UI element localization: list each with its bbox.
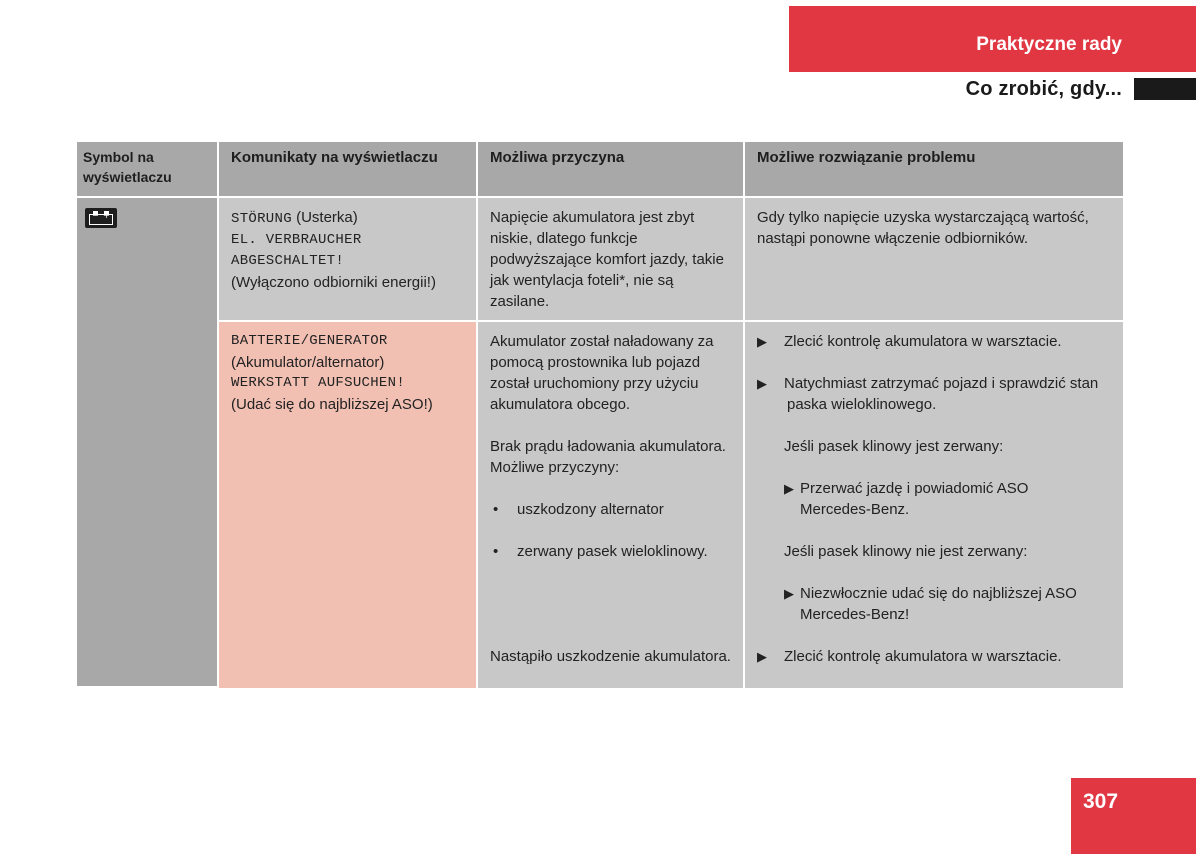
message-code: WERKSTATT AUFSUCHEN!	[231, 375, 406, 391]
triangle-arrow-icon: ▶	[784, 481, 794, 496]
section-title: Praktyczne rady	[976, 34, 1122, 55]
solution-condition: Jeśli pasek klinowy jest zerwany:	[784, 438, 1004, 455]
solution-text: Zlecić kontrolę akumulatora w warsztacie.	[784, 648, 1062, 665]
solution-text: Niezwłocznie udać się do najbliższej ASO	[800, 585, 1077, 602]
message-cell	[219, 198, 478, 322]
list-item	[490, 541, 733, 562]
list-item	[757, 478, 1113, 499]
list-item	[490, 499, 733, 520]
message-translation: (Udać się do najbliższej ASO!)	[231, 396, 433, 413]
message-translation: (Wyłączono odbiorniki energii!)	[231, 274, 436, 291]
cause-text: Akumulator został naładowany za pomocą prostownika lub pojazd został uruchomiony przy użyciu akumulatora obcego.	[490, 333, 714, 413]
solution-text: Mercedes-Benz!	[800, 606, 910, 623]
triangle-arrow-icon: ▶	[757, 376, 767, 391]
cause-text: Napięcie akumulatora jest zbyt niskie, dlatego funkcje podwyższające komfort jazdy, takie jak wentylacja foteli*, nie są zasilane.	[490, 209, 724, 310]
header-messages: Komunikaty na wyświetlaczu	[219, 142, 478, 198]
message-translation: (Akumulator/alternator)	[231, 354, 385, 371]
solution-cell	[745, 322, 1123, 688]
cause-text: Nastąpiło uszkodzenie akumulatora.	[490, 648, 731, 665]
symbol-cell	[77, 198, 219, 688]
header-cause: Możliwa przyczyna	[478, 142, 745, 198]
header-solution: Możliwe rozwiązanie problemu	[745, 142, 1123, 198]
message-translation: (Usterka)	[291, 209, 358, 226]
message-cell-warning	[219, 322, 478, 688]
battery-icon: − +	[85, 208, 117, 228]
list-item	[757, 583, 1113, 604]
table-row	[77, 322, 1123, 688]
triangle-arrow-icon: ▶	[757, 649, 767, 664]
message-code: EL. VERBRAUCHER	[231, 232, 362, 248]
solution-text: Gdy tylko napięcie uzyska wystarczającą wartość, nastąpi ponowne włączenie odbiorników.	[757, 209, 1089, 247]
list-item	[757, 331, 1113, 352]
solution-text: Zlecić kontrolę akumulatora w warsztacie.	[784, 333, 1062, 350]
cause-cell	[478, 322, 745, 688]
list-item	[757, 646, 1113, 667]
bullet-icon: •	[493, 543, 499, 560]
message-code: BATTERIE/GENERATOR	[231, 333, 388, 349]
section-title-bar	[789, 6, 1196, 72]
list-item	[757, 373, 1113, 394]
page-number: 307	[1083, 790, 1119, 813]
triangle-arrow-icon: ▶	[784, 586, 794, 601]
cause-text: Brak prądu ładowania akumulatora. Możliwe przyczyny:	[490, 438, 726, 476]
message-code: STÖRUNG	[231, 211, 292, 227]
cause-bullet-text: uszkodzony alternator	[517, 501, 664, 518]
cause-cell	[478, 198, 745, 322]
triangle-arrow-icon: ▶	[757, 334, 767, 349]
display-messages-table	[77, 142, 1123, 688]
table-row	[77, 198, 1123, 322]
message-code: ABGESCHALTET!	[231, 253, 345, 269]
thumb-tab-marker	[1134, 78, 1196, 100]
solution-text: paska wieloklinowego.	[787, 396, 937, 413]
bullet-icon: •	[493, 501, 499, 518]
cause-bullet-text: zerwany pasek wieloklinowy.	[517, 543, 708, 560]
solution-text: Przerwać jazdę i powiadomić ASO	[800, 480, 1029, 497]
page-number-box	[1071, 778, 1196, 854]
solution-condition: Jeśli pasek klinowy nie jest zerwany:	[784, 543, 1028, 560]
header-symbol: Symbol na wyświetlaczu	[77, 142, 219, 198]
solution-text: Mercedes-Benz.	[800, 501, 910, 518]
solution-text: Natychmiast zatrzymać pojazd i sprawdzić stan	[784, 375, 1099, 392]
solution-cell	[745, 198, 1123, 322]
table-header-row	[77, 142, 1123, 198]
page-subtitle: Co zrobić, gdy...	[965, 78, 1122, 100]
